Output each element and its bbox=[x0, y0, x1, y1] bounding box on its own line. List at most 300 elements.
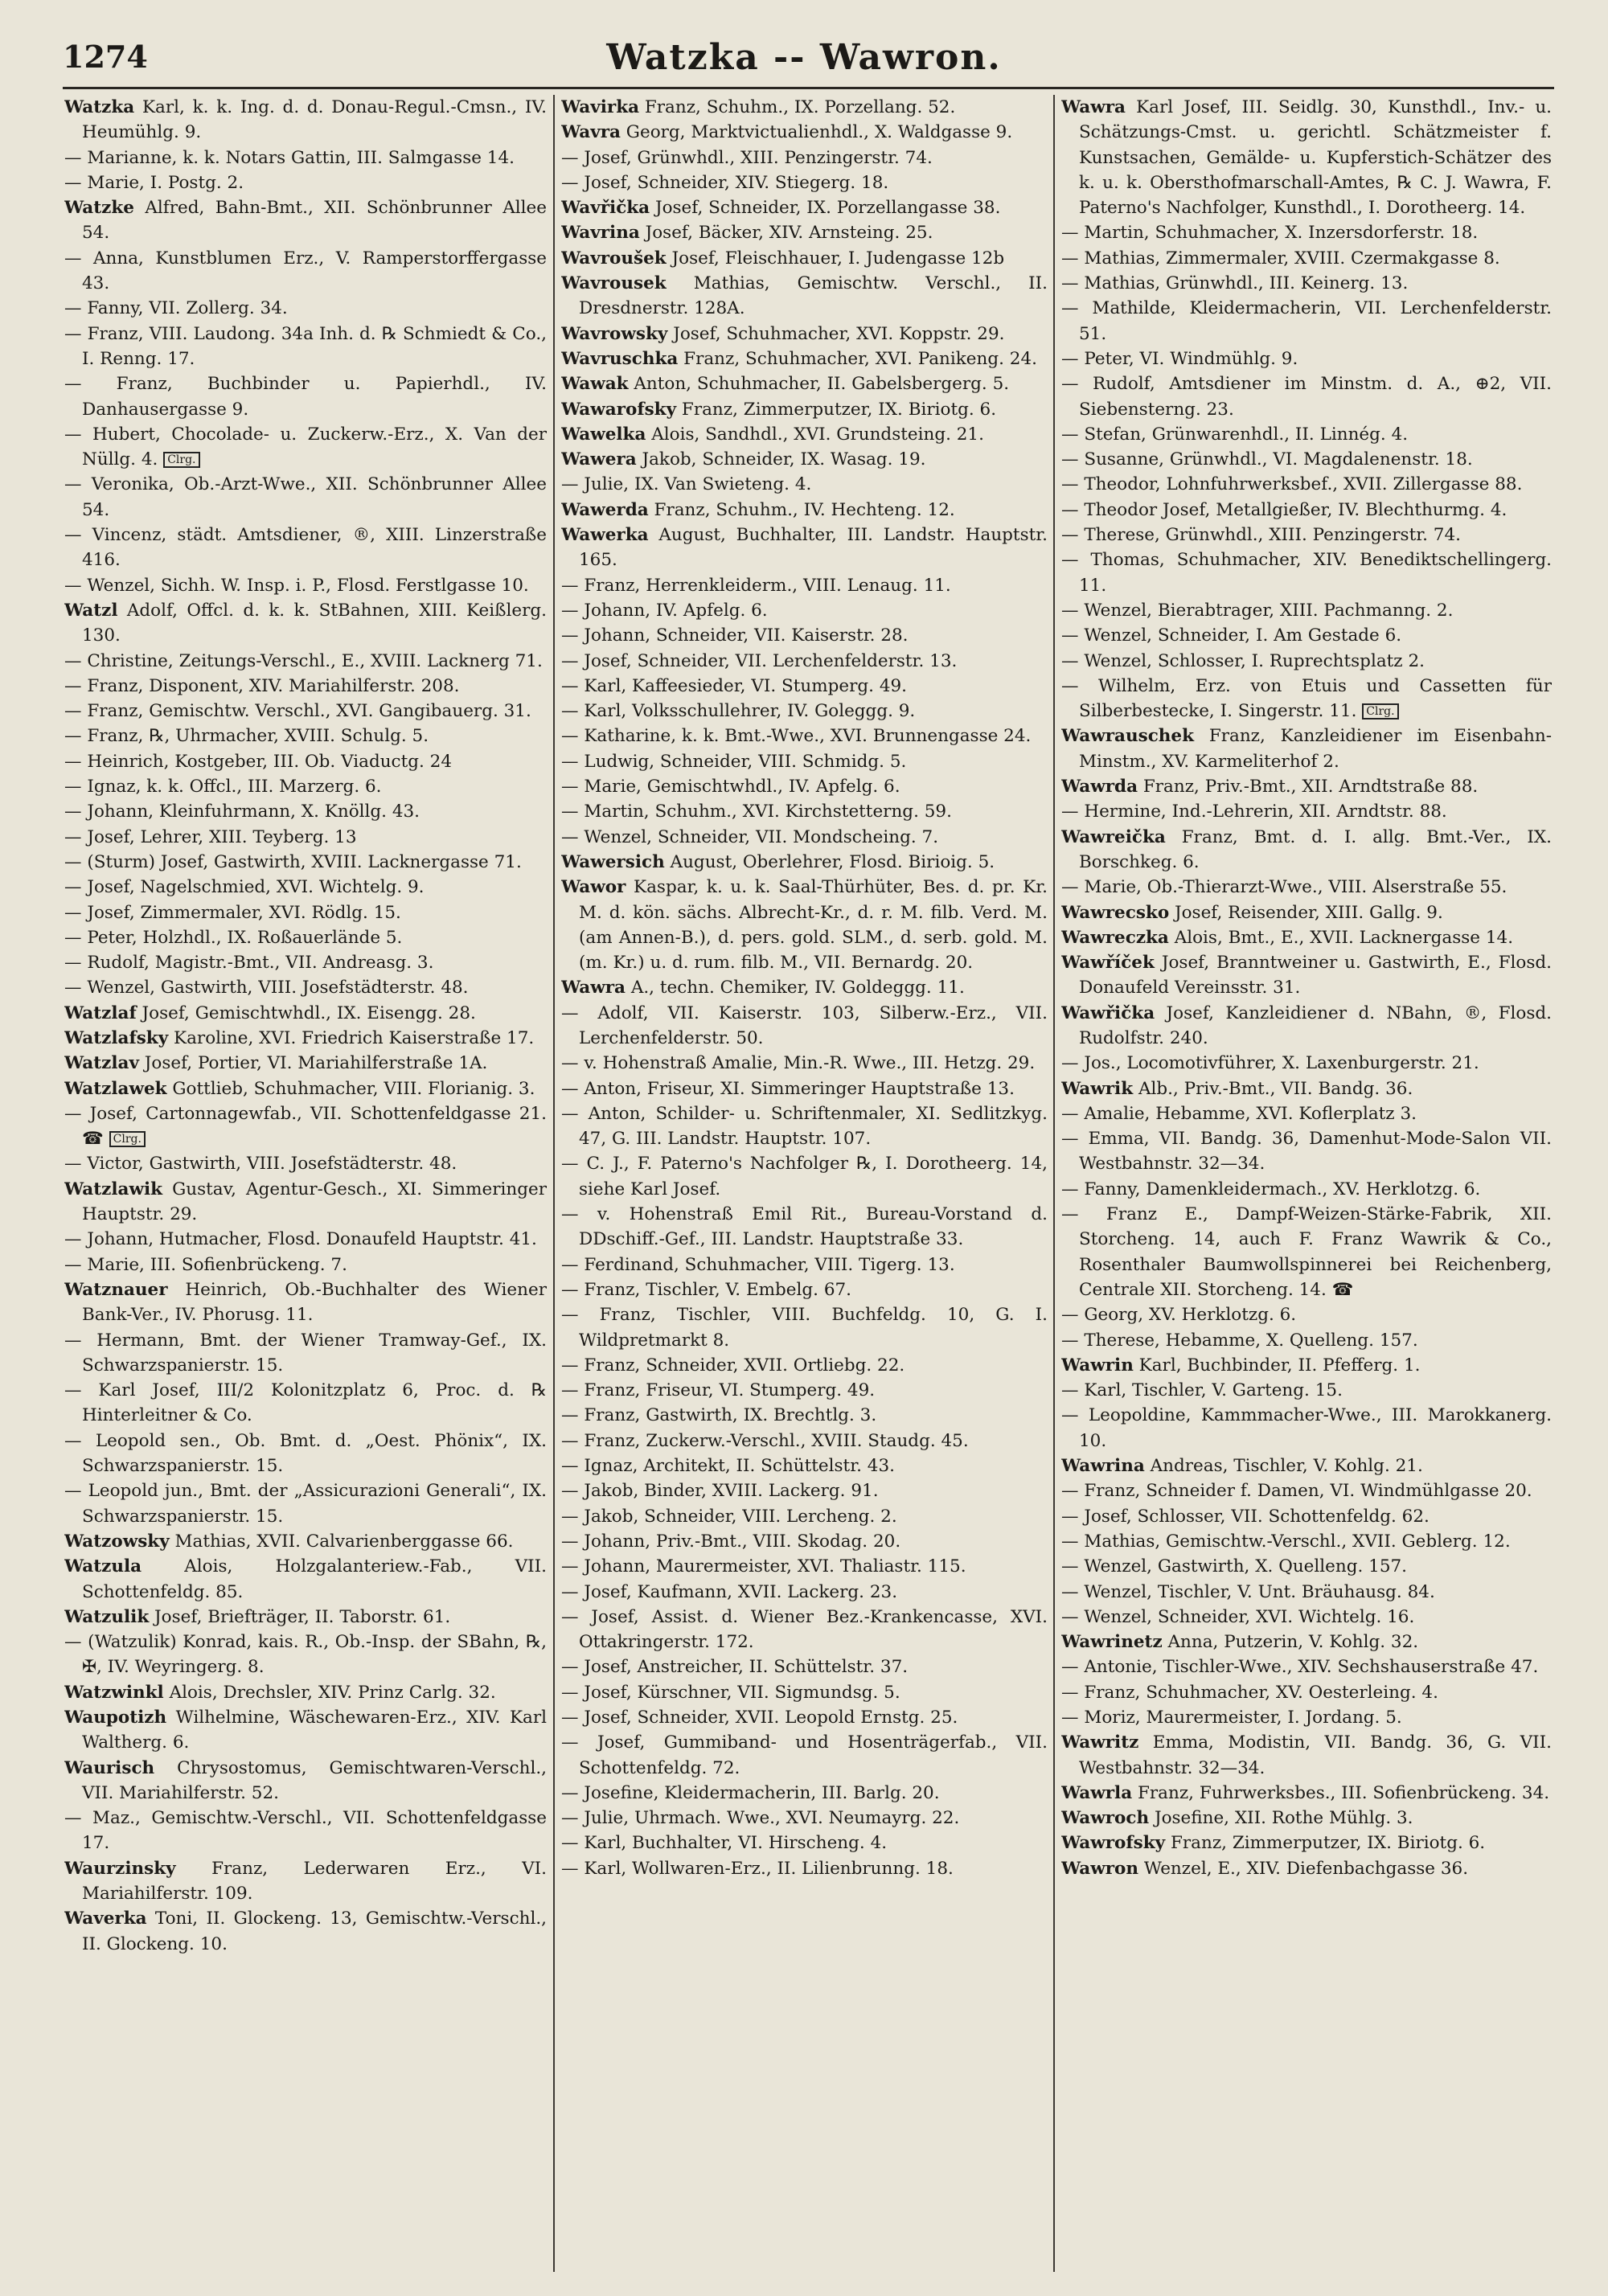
directory-entry bbox=[1061, 1630, 1552, 1654]
directory-entry bbox=[561, 146, 1048, 170]
directory-entry bbox=[1061, 1856, 1552, 1881]
directory-entry bbox=[64, 1705, 547, 1756]
directory-entry bbox=[64, 1856, 547, 1907]
directory-entry bbox=[561, 1680, 1048, 1705]
entry-surname: Waurisch bbox=[64, 1757, 155, 1778]
directory-entry bbox=[561, 346, 1048, 371]
directory-entry bbox=[561, 573, 1048, 598]
entry-surname: Wawrda bbox=[1061, 777, 1138, 797]
directory-entry bbox=[1061, 296, 1552, 346]
column-3 bbox=[1061, 95, 1552, 2278]
entry-surname: Wawrofsky bbox=[1061, 1833, 1166, 1854]
directory-entry bbox=[561, 447, 1048, 472]
entry-surname: Watzke bbox=[64, 198, 134, 219]
entry-text: Josef, Kanzleidiener d. NBahn, ®, Flosd. Rudolfstr. 240. bbox=[1079, 1002, 1552, 1048]
entry-surname: Watzlawek bbox=[64, 1078, 167, 1099]
directory-entry bbox=[561, 649, 1048, 674]
entry-text: Josef, Branntweiner u. Gastwirth, E., Flosd. Donaufeld Vereinsstr. 31. bbox=[1079, 953, 1552, 998]
entry-text: — Stefan, Grünwarenhdl., II. Linnég. 4. bbox=[1061, 424, 1409, 445]
directory-entry bbox=[1061, 1328, 1552, 1353]
directory-entry bbox=[64, 170, 547, 195]
entry-text: — Leopoldine, Kammmacher-Wwe., III. Marokkanerg. 10. bbox=[1061, 1405, 1552, 1451]
directory-entry bbox=[561, 749, 1048, 774]
directory-entry bbox=[64, 1478, 547, 1529]
entry-text: — Franz, Gemischtw. Verschl., XVI. Gangibauerg. 31. bbox=[64, 701, 531, 722]
entry-text: Josef, Fleischhauer, I. Judengasse 12b bbox=[666, 248, 1005, 269]
entry-text: — Hubert, Chocolade- u. Zuckerw.-Erz., X. Van der Nüllg. 4. bbox=[64, 424, 547, 470]
directory-entry bbox=[64, 724, 547, 748]
entry-surname: Watzlafsky bbox=[64, 1027, 169, 1048]
directory-entry bbox=[561, 1831, 1048, 1855]
entry-text: — Ignaz, Architekt, II. Schüttelstr. 43. bbox=[561, 1456, 895, 1477]
entry-text: Josef, Schneider, IX. Porzellangasse 38. bbox=[650, 198, 1001, 219]
directory-entry bbox=[64, 573, 547, 598]
entry-text: Franz, Zimmerputzer, IX. Biriotg. 6. bbox=[676, 399, 997, 420]
directory-entry bbox=[64, 1756, 547, 1806]
directory-entry bbox=[561, 1705, 1048, 1730]
directory-entry bbox=[1061, 724, 1552, 774]
directory-entry bbox=[1061, 1378, 1552, 1403]
entry-text: Franz, Fuhrwerksbes., III. Sofienbrückeng. 34. bbox=[1132, 1782, 1550, 1803]
entry-text: — Franz, Friseur, VI. Stumperg. 49. bbox=[561, 1380, 876, 1401]
entry-surname: Watzlav bbox=[64, 1053, 139, 1074]
entry-text: — Thomas, Schuhmacher, XIV. Benediktschellingerg. 11. bbox=[1061, 550, 1552, 596]
entry-text: Wenzel, E., XIV. Diefenbachgasse 36. bbox=[1138, 1858, 1469, 1879]
entry-text: Alb., Priv.-Bmt., VII. Bandg. 36. bbox=[1133, 1078, 1413, 1099]
directory-entry bbox=[561, 724, 1048, 748]
entry-text: — Veronika, Ob.-Arzt-Wwe., XII. Schönbrunner Allee 54. bbox=[64, 474, 547, 520]
entry-text: — Julie, IX. Van Swieteng. 4. bbox=[561, 474, 812, 495]
directory-entry bbox=[64, 296, 547, 321]
directory-entry bbox=[64, 850, 547, 875]
directory-entry bbox=[64, 699, 547, 724]
entry-text: Adolf, Offcl. d. k. k. StBahnen, XIII. Keißlerg. 130. bbox=[82, 600, 547, 646]
entry-text: — C. J., F. Paterno's Nachfolger ℞, I. Dorotheerg. 14, siehe Karl Josef. bbox=[561, 1154, 1048, 1199]
entry-surname: Wawrik bbox=[1061, 1078, 1134, 1099]
entry-mark: Clrg. bbox=[109, 1131, 146, 1147]
entry-text: — Wenzel, Sichh. W. Insp. i. P., Flosd. Ferstlgasse 10. bbox=[64, 575, 529, 596]
entry-text: Karl, Buchbinder, II. Pfefferg. 1. bbox=[1133, 1355, 1421, 1376]
entry-text: — Hermann, Bmt. der Wiener Tramway-Gef., IX. Schwarzspanierstr. 15. bbox=[64, 1330, 547, 1376]
entry-text: Franz, Kanzleidiener im Eisenbahn-Minstm., XV. Karmeliterhof 2. bbox=[1079, 726, 1552, 772]
directory-entry bbox=[64, 1328, 547, 1379]
entry-text: Franz, Bmt. d. I. allg. Bmt.-Ver., IX. Borschkeg. 6. bbox=[1079, 826, 1552, 872]
directory-entry bbox=[1061, 1202, 1552, 1302]
directory-entry bbox=[64, 1227, 547, 1252]
entry-text: — Josef, Anstreicher, II. Schüttelstr. 37. bbox=[561, 1657, 909, 1678]
directory-entry bbox=[64, 1101, 547, 1152]
entry-text: — Jos., Locomotivführer, X. Laxenburgerstr. 21. bbox=[1061, 1053, 1479, 1074]
directory-entry bbox=[1061, 1730, 1552, 1781]
entry-surname: Wawreczka bbox=[1061, 927, 1169, 948]
entry-text: — Franz, Herrenkleiderm., VIII. Lenaug. 11. bbox=[561, 575, 951, 596]
entry-text: — Fanny, Damenkleidermach., XV. Herklotzg. 6. bbox=[1061, 1179, 1481, 1199]
directory-entry bbox=[1061, 472, 1552, 497]
entry-text: — Fanny, VII. Zollerg. 34. bbox=[64, 298, 288, 319]
entry-text: Alfred, Bahn-Bmt., XII. Schönbrunner Allee 54. bbox=[82, 198, 547, 244]
entry-text: — Karl Josef, III/2 Kolonitzplatz 6, Proc. d. ℞ Hinterleitner & Co. bbox=[64, 1380, 547, 1426]
entry-surname: Wavruschka bbox=[561, 348, 679, 369]
directory-entry bbox=[561, 523, 1048, 573]
directory-entry bbox=[561, 1730, 1048, 1781]
directory-entry bbox=[64, 1378, 547, 1429]
entry-text: Karl, k. k. Ing. d. d. Donau-Regul.-Cmsn., IV. Heumühlg. 9. bbox=[82, 97, 547, 143]
directory-entry bbox=[64, 523, 547, 573]
entry-surname: Wavřička bbox=[561, 198, 650, 219]
entry-text: Franz, Lederwaren Erz., VI. Mariahilferstr. 109. bbox=[82, 1858, 547, 1904]
directory-entry bbox=[561, 1403, 1048, 1428]
directory-entry bbox=[561, 1605, 1048, 1655]
directory-entry bbox=[561, 875, 1048, 975]
directory-entry bbox=[64, 1906, 547, 1957]
entry-surname: Wawříček bbox=[1061, 953, 1155, 974]
entry-text: — Wenzel, Bierabtrager, XIII. Pachmanng. 2. bbox=[1061, 600, 1454, 621]
entry-text: — Adolf, VII. Kaiserstr. 103, Silberw.-Erz., VII. Lerchenfelderstr. 50. bbox=[561, 1002, 1048, 1048]
directory-entry bbox=[64, 1680, 547, 1705]
entry-text: — Maz., Gemischtw.-Verschl., VII. Schottenfeldgasse 17. bbox=[64, 1808, 547, 1854]
directory-entry bbox=[561, 322, 1048, 346]
directory-entry bbox=[561, 975, 1048, 1000]
directory-entry bbox=[64, 1051, 547, 1076]
entry-surname: Wawrla bbox=[1061, 1782, 1133, 1803]
entry-text: — Josef, Grünwhdl., XIII. Penzingerstr. 74. bbox=[561, 147, 933, 168]
entry-text: Anna, Putzerin, V. Kohlg. 32. bbox=[1162, 1632, 1419, 1653]
directory-entry bbox=[561, 1554, 1048, 1579]
directory-entry bbox=[64, 146, 547, 170]
entry-surname: Wawersich bbox=[561, 851, 665, 872]
entry-text: — Leopold sen., Ob. Bmt. d. „Oest. Phönix“, IX. Schwarzspanierstr. 15. bbox=[64, 1430, 547, 1477]
entry-text: — Marie, I. Postg. 2. bbox=[64, 172, 244, 193]
directory-entry bbox=[561, 1378, 1048, 1403]
column-divider bbox=[553, 95, 555, 2272]
entry-text: Mathias, Gemischtw. Verschl., II. Dresdnerstr. 128A. bbox=[579, 273, 1048, 319]
entry-text: — Johann, Schneider, VII. Kaiserstr. 28. bbox=[561, 625, 909, 646]
entry-text: — Hermine, Ind.-Lehrerin, XII. Arndtstr. 88. bbox=[1061, 802, 1447, 822]
directory-entry bbox=[1061, 1126, 1552, 1177]
entry-surname: Watzlawik bbox=[64, 1179, 163, 1199]
entry-text: — Josef, Zimmermaler, XVI. Rödlg. 15. bbox=[64, 902, 401, 923]
entry-text: — Josef, Lehrer, XIII. Teyberg. 13 bbox=[64, 826, 357, 847]
page-number: 1274 bbox=[63, 39, 148, 75]
directory-entry bbox=[561, 1580, 1048, 1605]
entry-text: — Theodor, Lohnfuhrwerksbef., XVII. Zillergasse 88. bbox=[1061, 474, 1523, 495]
entry-text: — Anna, Kunstblumen Erz., V. Ramperstorffergasse 43. bbox=[64, 248, 547, 294]
directory-entry bbox=[561, 825, 1048, 850]
directory-entry bbox=[1061, 95, 1552, 220]
entry-surname: Wawreička bbox=[1061, 826, 1166, 847]
directory-entry bbox=[1061, 1478, 1552, 1503]
entry-text: — Amalie, Hebamme, XVI. Koflerplatz 3. bbox=[1061, 1103, 1417, 1124]
directory-entry bbox=[561, 472, 1048, 497]
directory-entry bbox=[1061, 1781, 1552, 1806]
entry-text: Josef, Bäcker, XIV. Arnsteing. 25. bbox=[639, 223, 933, 244]
entry-surname: Wawroch bbox=[1061, 1808, 1150, 1829]
entry-mark: Clrg. bbox=[1362, 703, 1398, 720]
directory-entry bbox=[1061, 1680, 1552, 1705]
entry-mark: Clrg. bbox=[163, 452, 199, 468]
entry-text: — Martin, Schuhmacher, X. Inzersdorferstr. 18. bbox=[1061, 223, 1479, 244]
entry-text: — v. Hohenstraß Emil Rit., Bureau-Vorstand d. DDschiff.-Gef., III. Landstr. Hauptstraße 33. bbox=[561, 1204, 1048, 1250]
entry-text: August, Oberlehrer, Flosd. Birioig. 5. bbox=[664, 851, 995, 872]
directory-entry bbox=[561, 1151, 1048, 1202]
entry-surname: Watzlaf bbox=[64, 1002, 137, 1023]
entry-surname: Wawrin bbox=[1061, 1355, 1134, 1376]
entry-text: — Anton, Schilder- u. Schriftenmaler, XI. Sedlitzkyg. 47, G. III. Landstr. Hauptstr. 107. bbox=[561, 1103, 1048, 1150]
directory-entry bbox=[561, 1051, 1048, 1076]
directory-entry bbox=[561, 1202, 1048, 1253]
directory-entry bbox=[64, 1529, 547, 1554]
directory-entry bbox=[64, 925, 547, 950]
entry-text: — Johann, IV. Apfelg. 6. bbox=[561, 600, 768, 621]
entry-text: — Ludwig, Schneider, VIII. Schmidg. 5. bbox=[561, 751, 907, 772]
entry-text: — Wenzel, Schneider, XVI. Wichtelg. 16. bbox=[1061, 1606, 1415, 1627]
entry-text: — Susanne, Grünwhdl., VI. Magdalenenstr. 18. bbox=[1061, 449, 1473, 470]
entry-text: — Josef, Cartonnagewfab., VII. Schottenfeldgasse 21. ☎ bbox=[64, 1103, 547, 1150]
entry-text: Josefine, XII. Rothe Mühlg. 3. bbox=[1149, 1808, 1413, 1829]
entry-text: Alois, Sandhdl., XVI. Grundsteing. 21. bbox=[646, 424, 984, 445]
directory-entry bbox=[561, 674, 1048, 699]
entry-text: — Wenzel, Schneider, VII. Mondscheing. 7. bbox=[561, 826, 939, 847]
directory-entry bbox=[561, 220, 1048, 245]
entry-text: Josef, Reisender, XIII. Gallg. 9. bbox=[1169, 902, 1443, 923]
entry-text: Franz, Schuhm., IV. Hechteng. 12. bbox=[648, 499, 955, 520]
directory-entry bbox=[561, 1429, 1048, 1453]
entry-surname: Waurzinsky bbox=[64, 1858, 176, 1879]
directory-entry bbox=[64, 1001, 547, 1026]
directory-entry bbox=[1061, 925, 1552, 950]
directory-entry bbox=[1061, 498, 1552, 523]
entry-text: — Franz, Buchbinder u. Papierhdl., IV. Danhausergasse 9. bbox=[64, 374, 547, 420]
entry-text: — Johann, Priv.-Bmt., VIII. Skodag. 20. bbox=[561, 1531, 901, 1552]
entry-text: Andreas, Tischler, V. Kohlg. 21. bbox=[1144, 1456, 1423, 1477]
entry-text: Alois, Holzgalanteriew.-Fab., VII. Schottenfeldg. 85. bbox=[82, 1556, 547, 1602]
directory-entry bbox=[1061, 598, 1552, 623]
directory-entry bbox=[64, 422, 547, 473]
entry-surname: Wawřička bbox=[1061, 1002, 1155, 1023]
entry-text: A., techn. Chemiker, IV. Goldeggg. 11. bbox=[625, 978, 965, 998]
entry-text: Chrysostomus, Gemischtwaren-Verschl., VII. Mariahilferstr. 52. bbox=[82, 1757, 547, 1803]
directory-entry bbox=[1061, 271, 1552, 296]
entry-surname: Watznauer bbox=[64, 1279, 168, 1300]
directory-entry bbox=[1061, 371, 1552, 422]
entry-text: Josef, Portier, VI. Mariahilferstraße 1A. bbox=[138, 1053, 488, 1074]
entry-text: — Franz, ℞, Uhrmacher, XVIII. Schulg. 5. bbox=[64, 726, 429, 747]
entry-text: — Mathias, Gemischtw.-Verschl., XVII. Geblerg. 12. bbox=[1061, 1531, 1511, 1552]
entry-text: — Johann, Kleinfuhrmann, X. Knöllg. 43. bbox=[64, 802, 420, 822]
directory-entry bbox=[1061, 1051, 1552, 1076]
entry-text: — (Watzulik) Konrad, kais. R., Ob.-Insp. der SBahn, ℞, ✠, IV. Weyringerg. 8. bbox=[64, 1632, 547, 1678]
entry-text: — Mathias, Zimmermaler, XVIII. Czermakgasse 8. bbox=[1061, 248, 1500, 269]
entry-text: Jakob, Schneider, IX. Wasag. 19. bbox=[636, 449, 926, 470]
entry-text: — Franz, Schneider f. Damen, VI. Windmühlgasse 20. bbox=[1061, 1481, 1532, 1502]
directory-entry bbox=[64, 371, 547, 422]
directory-entry bbox=[64, 1253, 547, 1277]
directory-entry bbox=[1061, 1554, 1552, 1579]
directory-entry bbox=[1061, 220, 1552, 245]
directory-entry bbox=[561, 1654, 1048, 1679]
entry-surname: Wawron bbox=[1061, 1858, 1139, 1879]
directory-entry bbox=[1061, 900, 1552, 925]
entry-text: — Franz, Tischler, VIII. Buchfeldg. 10, G. I. Wildpretmarkt 8. bbox=[561, 1305, 1048, 1351]
directory-entry bbox=[64, 825, 547, 850]
entry-surname: Wavrousek bbox=[561, 273, 667, 294]
entry-text: — Peter, VI. Windmühlg. 9. bbox=[1061, 348, 1298, 369]
entry-text: — Wenzel, Schlosser, I. Ruprechtsplatz 2. bbox=[1061, 650, 1425, 671]
entry-text: — Franz, Gastwirth, IX. Brechtlg. 3. bbox=[561, 1405, 877, 1426]
directory-entry bbox=[1061, 674, 1552, 724]
entry-text: Toni, II. Glockeng. 13, Gemischtw.-Verschl., II. Glockeng. 10. bbox=[82, 1909, 547, 1954]
entry-surname: Wavirka bbox=[561, 97, 640, 117]
entry-text: Karoline, XVI. Friedrich Kaiserstraße 17. bbox=[168, 1027, 535, 1048]
directory-entry bbox=[561, 1529, 1048, 1554]
entry-text: — Moriz, Maurermeister, I. Jordang. 5. bbox=[1061, 1708, 1402, 1728]
directory-entry bbox=[1061, 1831, 1552, 1855]
entry-text: — Ignaz, k. k. Offcl., III. Marzerg. 6. bbox=[64, 777, 382, 797]
entry-text: August, Buchhalter, III. Landstr. Hauptstr. 165. bbox=[579, 525, 1048, 571]
directory-entry bbox=[561, 195, 1048, 220]
entry-text: Gottlieb, Schuhmacher, VIII. Florianig. 3. bbox=[166, 1078, 535, 1099]
directory-entry bbox=[561, 170, 1048, 195]
entry-text: — Franz, Schuhmacher, XV. Oesterleing. 4. bbox=[1061, 1682, 1438, 1703]
directory-entry bbox=[561, 397, 1048, 422]
directory-entry bbox=[1061, 799, 1552, 824]
directory-entry bbox=[64, 799, 547, 824]
entry-text: — Josef, Schneider, VII. Lerchenfelderstr. 13. bbox=[561, 650, 958, 671]
entry-text: — Josef, Assist. d. Wiener Bez.-Krankencasse, XVI. Ottakringerstr. 172. bbox=[561, 1606, 1048, 1653]
entry-text: Josef, Gemischtwhdl., IX. Eisengg. 28. bbox=[136, 1002, 476, 1023]
entry-text: — Leopold jun., Bmt. der „Assicurazioni Generali“, IX. Schwarzspanierstr. 15. bbox=[64, 1481, 547, 1527]
directory-entry bbox=[1061, 1177, 1552, 1202]
entry-surname: Wawor bbox=[561, 877, 626, 898]
entry-surname: Wawrauschek bbox=[1061, 726, 1195, 747]
entry-text: Gustav, Agentur-Gesch., XI. Simmeringer Hauptstr. 29. bbox=[82, 1179, 547, 1225]
directory-entry bbox=[561, 1353, 1048, 1378]
directory-entry bbox=[1061, 523, 1552, 547]
directory-entry bbox=[64, 1605, 547, 1630]
entry-text: — Mathilde, Kleidermacherin, VII. Lerchenfelderstr. 51. bbox=[1061, 298, 1552, 344]
directory-entry bbox=[64, 950, 547, 975]
entry-surname: Waverka bbox=[64, 1909, 147, 1929]
directory-entry bbox=[561, 1781, 1048, 1806]
directory-entry bbox=[1061, 1806, 1552, 1831]
entry-text: Kaspar, k. u. k. Saal-Thürhüter, Bes. d. pr. Kr. M. d. kön. sächs. Albrecht-Kr., d. r. M. filb. Verd. M. (am Annen-B.), d. pers. gold. SLM., d. serb. gold. M. (m. Kr.) u. d. rum. filb. M., VII. Bernardg. 20. bbox=[579, 877, 1048, 974]
entry-text: — Johann, Maurermeister, XVI. Thaliastr. 115. bbox=[561, 1556, 966, 1577]
entry-text: — Victor, Gastwirth, VIII. Josefstädterstr. 48. bbox=[64, 1154, 457, 1175]
entry-text: — Josef, Schlosser, VII. Schottenfeldg. 62. bbox=[1061, 1506, 1430, 1527]
entry-text: — Franz, Disponent, XIV. Mariahilferstr. 208. bbox=[64, 675, 460, 696]
page-header: Watzka -- Wawron. bbox=[606, 37, 1002, 78]
directory-entry bbox=[64, 195, 547, 246]
entry-text: Franz, Schuhm., IX. Porzellang. 52. bbox=[639, 97, 956, 117]
entry-text: — Karl, Volksschullehrer, IV. Goleggg. 9. bbox=[561, 701, 916, 722]
entry-text: — Franz, Zuckerw.-Verschl., XVIII. Staudg. 45. bbox=[561, 1430, 969, 1451]
directory-entry bbox=[64, 598, 547, 649]
entry-text: — Peter, Holzhdl., IX. Roßauerlände 5. bbox=[64, 927, 403, 948]
directory-entry bbox=[1061, 825, 1552, 875]
directory-entry bbox=[64, 875, 547, 900]
entry-surname: Watzulik bbox=[64, 1606, 150, 1627]
entry-text: — Franz, Schneider, XVII. Ortliebg. 22. bbox=[561, 1355, 905, 1376]
directory-entry bbox=[64, 749, 547, 774]
directory-entry bbox=[1061, 950, 1552, 1001]
entry-text: — Georg, XV. Herklotzg. 6. bbox=[1061, 1305, 1297, 1326]
entry-text: Franz, Zimmerputzer, IX. Biriotg. 6. bbox=[1165, 1833, 1486, 1854]
entry-surname: Wawrina bbox=[1061, 1456, 1145, 1477]
directory-entry bbox=[561, 799, 1048, 824]
entry-text: — Karl, Kaffeesieder, VI. Stumperg. 49. bbox=[561, 675, 908, 696]
directory-entry bbox=[561, 498, 1048, 523]
entry-text: — Marianne, k. k. Notars Gattin, III. Salmgasse 14. bbox=[64, 147, 515, 168]
directory-entry bbox=[1061, 1529, 1552, 1554]
entry-surname: Wawrecsko bbox=[1061, 902, 1170, 923]
entry-surname: Wavrina bbox=[561, 223, 640, 244]
directory-entry bbox=[1061, 547, 1552, 598]
entry-text: — Wenzel, Gastwirth, VIII. Josefstädterstr. 48. bbox=[64, 978, 469, 998]
entry-text: — (Sturm) Josef, Gastwirth, XVIII. Lacknergasse 71. bbox=[64, 851, 522, 872]
directory-entry bbox=[1061, 1580, 1552, 1605]
directory-entry bbox=[561, 120, 1048, 145]
entry-text: Anton, Schuhmacher, II. Gabelsbergerg. 5. bbox=[628, 374, 1010, 395]
column-2 bbox=[561, 95, 1048, 2278]
entry-text: — Jakob, Schneider, VIII. Lercheng. 2. bbox=[561, 1506, 897, 1527]
directory-entry bbox=[1061, 1302, 1552, 1327]
directory-entry bbox=[1061, 1705, 1552, 1730]
entry-surname: Waupotizh bbox=[64, 1708, 167, 1728]
entry-text: — Karl, Wollwaren-Erz., II. Lilienbrunng. 18. bbox=[561, 1858, 954, 1879]
directory-entry bbox=[1061, 1001, 1552, 1052]
directory-entry bbox=[64, 246, 547, 297]
entry-text: — Wenzel, Tischler, V. Unt. Bräuhausg. 84. bbox=[1061, 1581, 1435, 1602]
directory-entry bbox=[561, 1076, 1048, 1101]
entry-text: — Karl, Buchhalter, VI. Hirscheng. 4. bbox=[561, 1833, 888, 1854]
entry-surname: Wavrowsky bbox=[561, 323, 668, 344]
entry-text: — Anton, Friseur, XI. Simmeringer Hauptstraße 13. bbox=[561, 1078, 1015, 1099]
directory-entry bbox=[64, 1630, 547, 1680]
directory-entry bbox=[1061, 1654, 1552, 1679]
directory-entry bbox=[1061, 422, 1552, 447]
column-1 bbox=[64, 95, 547, 2278]
entry-text: — Marie, III. Sofienbrückeng. 7. bbox=[64, 1254, 347, 1275]
entry-text: — Martin, Schuhm., XVI. Kirchstetterng. 59. bbox=[561, 802, 952, 822]
entry-text: Franz, Priv.-Bmt., XII. Arndtstraße 88. bbox=[1138, 777, 1479, 797]
entry-surname: Wavroušek bbox=[561, 248, 667, 269]
entry-text: — Antonie, Tischler-Wwe., XIV. Sechshauserstraße 47. bbox=[1061, 1657, 1539, 1678]
directory-entry bbox=[64, 1429, 547, 1479]
entry-text: — Josef, Kaufmann, XVII. Lackerg. 23. bbox=[561, 1581, 898, 1602]
entry-surname: Wawra bbox=[1061, 97, 1126, 117]
directory-entry bbox=[64, 95, 547, 146]
directory-entry bbox=[1061, 1403, 1552, 1453]
entry-text: — Therese, Grünwhdl., XIII. Penzingerstr. 74. bbox=[1061, 525, 1461, 546]
directory-entry bbox=[64, 900, 547, 925]
directory-entry bbox=[1061, 623, 1552, 648]
directory-entry bbox=[64, 1151, 547, 1176]
entry-text: — Karl, Tischler, V. Garteng. 15. bbox=[1061, 1380, 1343, 1401]
entry-text: — Josef, Kürschner, VII. Sigmundsg. 5. bbox=[561, 1682, 900, 1703]
entry-text: — Franz, VIII. Laudong. 34a Inh. d. ℞ Schmiedt & Co., I. Renng. 17. bbox=[64, 323, 547, 369]
directory-entry bbox=[1061, 875, 1552, 900]
entry-text: — Rudolf, Magistr.-Bmt., VII. Andreasg. 3. bbox=[64, 953, 434, 974]
directory-entry bbox=[1061, 1453, 1552, 1478]
directory-entry bbox=[561, 1806, 1048, 1831]
entry-surname: Watzowsky bbox=[64, 1531, 170, 1552]
entry-surname: Watzula bbox=[64, 1556, 142, 1577]
entry-text: — Jakob, Binder, XVIII. Lackerg. 91. bbox=[561, 1481, 879, 1502]
directory-entry bbox=[561, 1001, 1048, 1052]
entry-text: — v. Hohenstraß Amalie, Min.-R. Wwe., III. Hetzg. 29. bbox=[561, 1053, 1036, 1074]
entry-text: Emma, Modistin, VII. Bandg. 36, G. VII. Westbahnstr. 32—34. bbox=[1079, 1732, 1552, 1778]
entry-text: Alois, Drechsler, XIV. Prinz Carlg. 32. bbox=[163, 1682, 496, 1703]
